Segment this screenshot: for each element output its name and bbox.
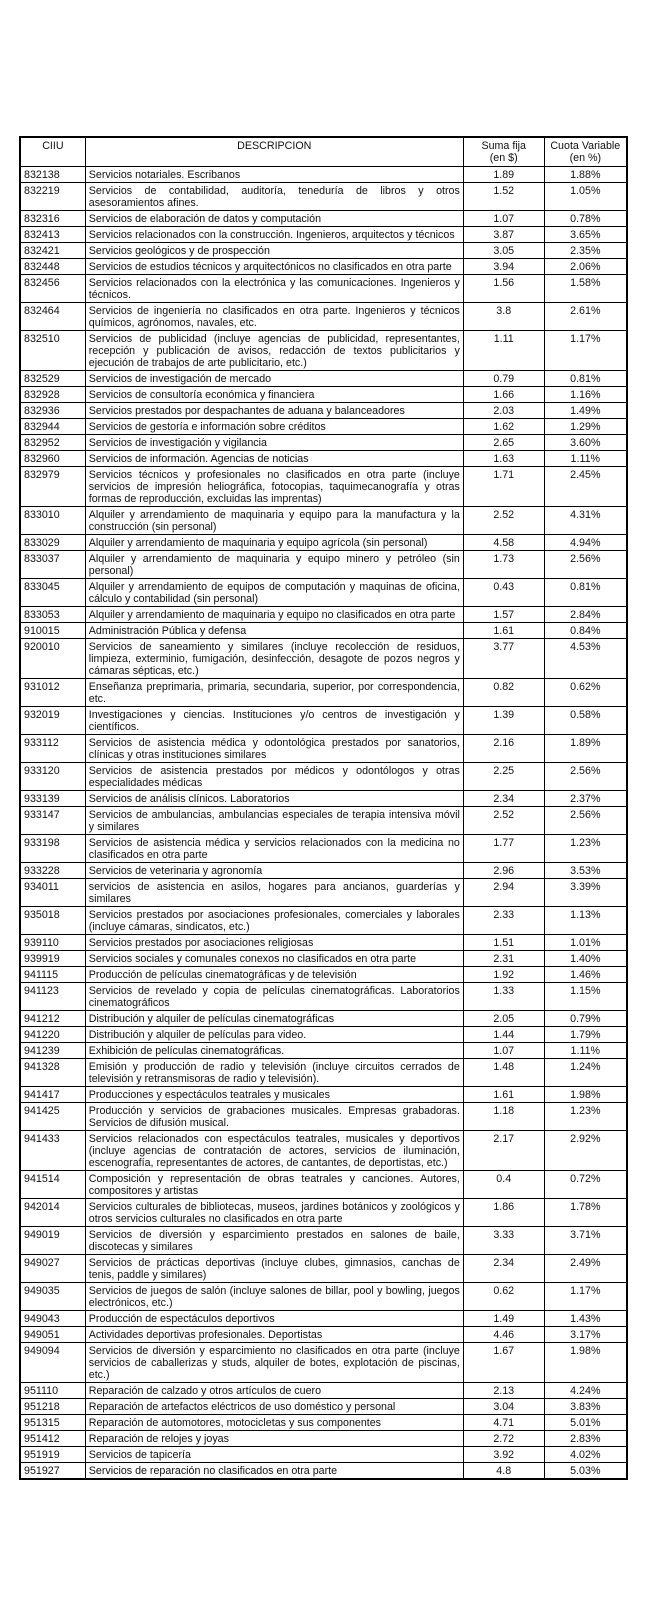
cell-suma-fija: 1.52 bbox=[463, 183, 544, 211]
table-row bbox=[20, 1043, 627, 1059]
cell-ciiu: 832944 bbox=[20, 419, 85, 435]
table-row bbox=[20, 907, 627, 935]
cell-ciiu: 949094 bbox=[20, 1343, 85, 1383]
cell-ciiu: 933147 bbox=[20, 807, 85, 835]
cell-cuota-variable: 1.11% bbox=[544, 1043, 627, 1059]
table-row bbox=[20, 1011, 627, 1027]
cell-suma-fija: 1.07 bbox=[463, 211, 544, 227]
cell-descripcion: Alquiler y arrendamiento de maquinaria y equipo para la manufactura y la construcción (sin personal) bbox=[85, 507, 463, 535]
cell-ciiu: 935018 bbox=[20, 907, 85, 935]
cell-descripcion: Servicios de contabilidad, auditoría, teneduría de libros y otros asesoramientos afines. bbox=[85, 183, 463, 211]
cell-suma-fija: 1.48 bbox=[463, 1059, 544, 1087]
cell-cuota-variable: 1.88% bbox=[544, 167, 627, 183]
cell-suma-fija: 3.33 bbox=[463, 1227, 544, 1255]
cell-cuota-variable: 2.61% bbox=[544, 303, 627, 331]
table-row bbox=[20, 1415, 627, 1431]
cell-descripcion: Servicios de reparación no clasificados en otra parte bbox=[85, 1463, 463, 1480]
cell-descripcion: Servicios prestados por despachantes de aduana y balanceadores bbox=[85, 403, 463, 419]
cell-ciiu: 833037 bbox=[20, 551, 85, 579]
cell-suma-fija: 2.05 bbox=[463, 1011, 544, 1027]
table-row bbox=[20, 451, 627, 467]
cell-descripcion: Alquiler y arrendamiento de maquinaria y equipo agrícola (sin personal) bbox=[85, 535, 463, 551]
cell-cuota-variable: 0.58% bbox=[544, 707, 627, 735]
table-row bbox=[20, 835, 627, 863]
cell-ciiu: 910015 bbox=[20, 623, 85, 639]
cell-ciiu: 832464 bbox=[20, 303, 85, 331]
cell-ciiu: 833029 bbox=[20, 535, 85, 551]
cell-ciiu: 951315 bbox=[20, 1415, 85, 1431]
cell-suma-fija: 3.04 bbox=[463, 1399, 544, 1415]
cell-ciiu: 941239 bbox=[20, 1043, 85, 1059]
cell-cuota-variable: 1.17% bbox=[544, 331, 627, 371]
table-row bbox=[20, 735, 627, 763]
cell-descripcion: Servicios sociales y comunales conexos no clasificados en otra parte bbox=[85, 951, 463, 967]
cell-suma-fija: 2.03 bbox=[463, 403, 544, 419]
cell-cuota-variable: 2.84% bbox=[544, 607, 627, 623]
table-row bbox=[20, 403, 627, 419]
cell-ciiu: 941220 bbox=[20, 1027, 85, 1043]
cell-ciiu: 833045 bbox=[20, 579, 85, 607]
cell-ciiu: 832316 bbox=[20, 211, 85, 227]
cell-cuota-variable: 0.78% bbox=[544, 211, 627, 227]
cell-descripcion: Servicios de diversión y esparcimiento no clasificados en otra parte (incluye servicios de caballerizas y studs, alquiler de botes, explotación de piscinas, etc.) bbox=[85, 1343, 463, 1383]
cell-descripcion: Distribución y alquiler de películas para video. bbox=[85, 1027, 463, 1043]
cell-suma-fija: 2.31 bbox=[463, 951, 544, 967]
cell-descripcion: Servicios de saneamiento y similares (incluye recolección de residuos, limpieza, exterminio, fumigación, desinfección, desagote de pozos negros y cámaras sépticas, etc.) bbox=[85, 639, 463, 679]
rates-table bbox=[19, 136, 628, 1480]
cell-descripcion: Distribución y alquiler de películas cinematográficas bbox=[85, 1011, 463, 1027]
cell-cuota-variable: 1.23% bbox=[544, 1103, 627, 1131]
cell-descripcion: Servicios culturales de bibliotecas, museos, jardines botánicos y zoológicos y otros servicios culturales no clasificados en otra parte bbox=[85, 1199, 463, 1227]
cell-cuota-variable: 1.79% bbox=[544, 1027, 627, 1043]
cell-suma-fija: 1.66 bbox=[463, 387, 544, 403]
table-row bbox=[20, 331, 627, 371]
cell-ciiu: 951412 bbox=[20, 1431, 85, 1447]
cell-ciiu: 939919 bbox=[20, 951, 85, 967]
cell-suma-fija: 3.94 bbox=[463, 259, 544, 275]
cell-ciiu: 933112 bbox=[20, 735, 85, 763]
header-suma-fija: Suma fija (en $) bbox=[463, 137, 544, 167]
cell-cuota-variable: 1.46% bbox=[544, 967, 627, 983]
cell-suma-fija: 4.71 bbox=[463, 1415, 544, 1431]
cell-suma-fija: 2.96 bbox=[463, 863, 544, 879]
table-row bbox=[20, 211, 627, 227]
cell-descripcion: Servicios de elaboración de datos y computación bbox=[85, 211, 463, 227]
cell-ciiu: 941514 bbox=[20, 1171, 85, 1199]
cell-suma-fija: 2.34 bbox=[463, 1255, 544, 1283]
table-row bbox=[20, 1447, 627, 1463]
table-row bbox=[20, 707, 627, 735]
cell-cuota-variable: 3.65% bbox=[544, 227, 627, 243]
cell-cuota-variable: 0.62% bbox=[544, 679, 627, 707]
cell-cuota-variable: 4.02% bbox=[544, 1447, 627, 1463]
table-row bbox=[20, 467, 627, 507]
cell-suma-fija: 1.49 bbox=[463, 1311, 544, 1327]
table-row bbox=[20, 275, 627, 303]
cell-suma-fija: 0.62 bbox=[463, 1283, 544, 1311]
cell-descripcion: Reparación de artefactos eléctricos de uso doméstico y personal bbox=[85, 1399, 463, 1415]
cell-suma-fija: 1.44 bbox=[463, 1027, 544, 1043]
table-row bbox=[20, 863, 627, 879]
cell-cuota-variable: 1.49% bbox=[544, 403, 627, 419]
cell-ciiu: 832928 bbox=[20, 387, 85, 403]
cell-descripcion: Servicios de prácticas deportivas (incluye clubes, gimnasios, canchas de tenis, paddle y similares) bbox=[85, 1255, 463, 1283]
cell-cuota-variable: 2.83% bbox=[544, 1431, 627, 1447]
cell-suma-fija: 2.25 bbox=[463, 763, 544, 791]
cell-descripcion: Reparación de relojes y joyas bbox=[85, 1431, 463, 1447]
cell-cuota-variable: 1.24% bbox=[544, 1059, 627, 1087]
cell-suma-fija: 0.82 bbox=[463, 679, 544, 707]
cell-suma-fija: 3.8 bbox=[463, 303, 544, 331]
cell-suma-fija: 3.87 bbox=[463, 227, 544, 243]
cell-suma-fija: 2.13 bbox=[463, 1383, 544, 1399]
cell-cuota-variable: 3.60% bbox=[544, 435, 627, 451]
cell-descripcion: Servicios de gestoría e información sobre créditos bbox=[85, 419, 463, 435]
cell-ciiu: 941417 bbox=[20, 1087, 85, 1103]
header-ciiu: CIIU bbox=[20, 137, 85, 167]
cell-ciiu: 832456 bbox=[20, 275, 85, 303]
cell-ciiu: 941328 bbox=[20, 1059, 85, 1087]
table-row bbox=[20, 1463, 627, 1480]
cell-suma-fija: 1.61 bbox=[463, 1087, 544, 1103]
table-row bbox=[20, 243, 627, 259]
cell-ciiu: 832979 bbox=[20, 467, 85, 507]
cell-suma-fija: 1.71 bbox=[463, 467, 544, 507]
cell-suma-fija: 1.11 bbox=[463, 331, 544, 371]
cell-ciiu: 949019 bbox=[20, 1227, 85, 1255]
cell-ciiu: 951218 bbox=[20, 1399, 85, 1415]
cell-ciiu: 949035 bbox=[20, 1283, 85, 1311]
cell-descripcion: Servicios de asistencia médica y servicios relacionados con la medicina no clasificados en otra parte bbox=[85, 835, 463, 863]
cell-descripcion: Administración Pública y defensa bbox=[85, 623, 463, 639]
table-row bbox=[20, 879, 627, 907]
table-row bbox=[20, 791, 627, 807]
cell-ciiu: 832510 bbox=[20, 331, 85, 371]
cell-descripcion: Producciones y espectáculos teatrales y musicales bbox=[85, 1087, 463, 1103]
cell-cuota-variable: 0.81% bbox=[544, 371, 627, 387]
cell-suma-fija: 1.33 bbox=[463, 983, 544, 1011]
table-row bbox=[20, 935, 627, 951]
table-row bbox=[20, 983, 627, 1011]
header-descripcion: DESCRIPCION bbox=[85, 137, 463, 167]
cell-descripcion: servicios de asistencia en asilos, hogares para ancianos, guarderías y similares bbox=[85, 879, 463, 907]
cell-descripcion: Servicios de información. Agencias de noticias bbox=[85, 451, 463, 467]
cell-descripcion: Actividades deportivas profesionales. Deportistas bbox=[85, 1327, 463, 1343]
cell-suma-fija: 2.33 bbox=[463, 907, 544, 935]
cell-cuota-variable: 1.58% bbox=[544, 275, 627, 303]
cell-cuota-variable: 3.83% bbox=[544, 1399, 627, 1415]
table-row bbox=[20, 371, 627, 387]
cell-ciiu: 949027 bbox=[20, 1255, 85, 1283]
cell-cuota-variable: 0.81% bbox=[544, 579, 627, 607]
cell-descripcion: Reparación de automotores, motocicletas y sus componentes bbox=[85, 1415, 463, 1431]
cell-ciiu: 933198 bbox=[20, 835, 85, 863]
cell-ciiu: 934011 bbox=[20, 879, 85, 907]
table-row bbox=[20, 579, 627, 607]
cell-suma-fija: 1.67 bbox=[463, 1343, 544, 1383]
cell-descripcion: Servicios geológicos y de prospección bbox=[85, 243, 463, 259]
cell-ciiu: 832952 bbox=[20, 435, 85, 451]
cell-descripcion: Servicios de asistencia prestados por médicos y odontólogos y otras especialidades médicas bbox=[85, 763, 463, 791]
cell-ciiu: 951927 bbox=[20, 1463, 85, 1480]
cell-ciiu: 832960 bbox=[20, 451, 85, 467]
cell-ciiu: 832448 bbox=[20, 259, 85, 275]
table-row bbox=[20, 607, 627, 623]
table-row bbox=[20, 227, 627, 243]
table-row bbox=[20, 623, 627, 639]
cell-suma-fija: 2.52 bbox=[463, 507, 544, 535]
cell-suma-fija: 3.92 bbox=[463, 1447, 544, 1463]
cell-suma-fija: 2.65 bbox=[463, 435, 544, 451]
cell-suma-fija: 1.73 bbox=[463, 551, 544, 579]
cell-suma-fija: 2.16 bbox=[463, 735, 544, 763]
table-row bbox=[20, 1059, 627, 1087]
cell-suma-fija: 1.07 bbox=[463, 1043, 544, 1059]
cell-descripcion: Servicios prestados por asociaciones profesionales, comerciales y laborales (incluye cámaras, sindicatos, etc.) bbox=[85, 907, 463, 935]
cell-cuota-variable: 4.31% bbox=[544, 507, 627, 535]
cell-cuota-variable: 0.72% bbox=[544, 1171, 627, 1199]
cell-cuota-variable: 1.89% bbox=[544, 735, 627, 763]
cell-suma-fija: 1.39 bbox=[463, 707, 544, 735]
cell-suma-fija: 1.86 bbox=[463, 1199, 544, 1227]
cell-ciiu: 941123 bbox=[20, 983, 85, 1011]
cell-descripcion: Alquiler y arrendamiento de maquinaria y equipo no clasificados en otra parte bbox=[85, 607, 463, 623]
header-cuota-variable: Cuota Variable (en %) bbox=[544, 137, 627, 167]
cell-suma-fija: 1.62 bbox=[463, 419, 544, 435]
cell-cuota-variable: 1.16% bbox=[544, 387, 627, 403]
cell-descripcion: Emisión y producción de radio y televisión (incluye circuitos cerrados de televisión y retransmisoras de radio y televisión). bbox=[85, 1059, 463, 1087]
cell-ciiu: 933120 bbox=[20, 763, 85, 791]
cell-cuota-variable: 0.79% bbox=[544, 1011, 627, 1027]
table-row bbox=[20, 507, 627, 535]
cell-ciiu: 949043 bbox=[20, 1311, 85, 1327]
cell-ciiu: 920010 bbox=[20, 639, 85, 679]
cell-descripcion: Servicios de investigación de mercado bbox=[85, 371, 463, 387]
table-row bbox=[20, 1283, 627, 1311]
cell-descripcion: Servicios de diversión y esparcimiento prestados en salones de baile, discotecas y similares bbox=[85, 1227, 463, 1255]
cell-ciiu: 832936 bbox=[20, 403, 85, 419]
table-row bbox=[20, 435, 627, 451]
cell-descripcion: Exhibición de películas cinematográficas. bbox=[85, 1043, 463, 1059]
table-row bbox=[20, 259, 627, 275]
cell-suma-fija: 2.17 bbox=[463, 1131, 544, 1171]
cell-cuota-variable: 4.53% bbox=[544, 639, 627, 679]
cell-descripcion: Servicios de ambulancias, ambulancias especiales de terapia intensiva móvil y similares bbox=[85, 807, 463, 835]
cell-cuota-variable: 2.37% bbox=[544, 791, 627, 807]
table-row bbox=[20, 679, 627, 707]
cell-suma-fija: 2.72 bbox=[463, 1431, 544, 1447]
cell-descripcion: Servicios de asistencia médica y odontológica prestados por sanatorios, clínicas y otras instituciones similares bbox=[85, 735, 463, 763]
cell-descripcion: Producción de películas cinematográficas y de televisión bbox=[85, 967, 463, 983]
cell-cuota-variable: 1.40% bbox=[544, 951, 627, 967]
cell-cuota-variable: 1.11% bbox=[544, 451, 627, 467]
cell-descripcion: Servicios de revelado y copia de películas cinematográficas. Laboratorios cinematográficos bbox=[85, 983, 463, 1011]
cell-descripcion: Servicios técnicos y profesionales no clasificados en otra parte (incluye servicios de impresión heliográfica, fotocopias, taquimecanografía y otras formas de reproducción, excluidas las imprentas) bbox=[85, 467, 463, 507]
cell-suma-fija: 0.43 bbox=[463, 579, 544, 607]
cell-cuota-variable: 5.01% bbox=[544, 1415, 627, 1431]
cell-ciiu: 832138 bbox=[20, 167, 85, 183]
cell-ciiu: 832421 bbox=[20, 243, 85, 259]
cell-descripcion: Servicios de ingeniería no clasificados en otra parte. Ingenieros y técnicos químicos, agrónomos, navales, etc. bbox=[85, 303, 463, 331]
cell-cuota-variable: 1.05% bbox=[544, 183, 627, 211]
table-row bbox=[20, 1227, 627, 1255]
cell-ciiu: 932019 bbox=[20, 707, 85, 735]
cell-descripcion: Servicios relacionados con la construcción. Ingenieros, arquitectos y técnicos bbox=[85, 227, 463, 243]
cell-suma-fija: 1.51 bbox=[463, 935, 544, 951]
cell-ciiu: 951919 bbox=[20, 1447, 85, 1463]
cell-ciiu: 949051 bbox=[20, 1327, 85, 1343]
cell-suma-fija: 2.94 bbox=[463, 879, 544, 907]
table-row bbox=[20, 1131, 627, 1171]
cell-descripcion: Alquiler y arrendamiento de maquinaria y equipo minero y petróleo (sin personal) bbox=[85, 551, 463, 579]
cell-suma-fija: 1.92 bbox=[463, 967, 544, 983]
table-row bbox=[20, 167, 627, 183]
cell-cuota-variable: 4.94% bbox=[544, 535, 627, 551]
table-row bbox=[20, 1327, 627, 1343]
cell-ciiu: 939110 bbox=[20, 935, 85, 951]
cell-descripcion: Composición y representación de obras teatrales y canciones. Autores, compositores y artistas bbox=[85, 1171, 463, 1199]
cell-descripcion: Alquiler y arrendamiento de equipos de computación y maquinas de oficina, cálculo y contabilidad (sin personal) bbox=[85, 579, 463, 607]
cell-cuota-variable: 1.98% bbox=[544, 1087, 627, 1103]
cell-suma-fija: 1.56 bbox=[463, 275, 544, 303]
cell-suma-fija: 1.18 bbox=[463, 1103, 544, 1131]
cell-cuota-variable: 5.03% bbox=[544, 1463, 627, 1480]
cell-descripcion: Reparación de calzado y otros artículos de cuero bbox=[85, 1383, 463, 1399]
cell-suma-fija: 0.4 bbox=[463, 1171, 544, 1199]
cell-cuota-variable: 1.78% bbox=[544, 1199, 627, 1227]
cell-descripcion: Servicios notariales. Escribanos bbox=[85, 167, 463, 183]
cell-cuota-variable: 1.98% bbox=[544, 1343, 627, 1383]
cell-suma-fija: 1.77 bbox=[463, 835, 544, 863]
table-row bbox=[20, 1199, 627, 1227]
cell-cuota-variable: 3.17% bbox=[544, 1327, 627, 1343]
cell-cuota-variable: 2.56% bbox=[544, 551, 627, 579]
cell-cuota-variable: 2.49% bbox=[544, 1255, 627, 1283]
table-row bbox=[20, 1171, 627, 1199]
cell-ciiu: 941115 bbox=[20, 967, 85, 983]
cell-ciiu: 941212 bbox=[20, 1011, 85, 1027]
cell-suma-fija: 1.61 bbox=[463, 623, 544, 639]
table-row bbox=[20, 183, 627, 211]
cell-cuota-variable: 2.06% bbox=[544, 259, 627, 275]
cell-ciiu: 933139 bbox=[20, 791, 85, 807]
table-row bbox=[20, 1027, 627, 1043]
cell-cuota-variable: 0.84% bbox=[544, 623, 627, 639]
cell-cuota-variable: 1.01% bbox=[544, 935, 627, 951]
cell-descripcion: Servicios relacionados con la electrónica y las comunicaciones. Ingenieros y técnicos. bbox=[85, 275, 463, 303]
cell-cuota-variable: 1.29% bbox=[544, 419, 627, 435]
cell-cuota-variable: 3.39% bbox=[544, 879, 627, 907]
table-row bbox=[20, 1343, 627, 1383]
table-row bbox=[20, 951, 627, 967]
table-row bbox=[20, 1383, 627, 1399]
cell-ciiu: 933228 bbox=[20, 863, 85, 879]
cell-descripcion: Servicios de tapicería bbox=[85, 1447, 463, 1463]
cell-ciiu: 942014 bbox=[20, 1199, 85, 1227]
cell-descripcion: Servicios de investigación y vigilancia bbox=[85, 435, 463, 451]
cell-suma-fija: 4.58 bbox=[463, 535, 544, 551]
table-row bbox=[20, 1431, 627, 1447]
cell-descripcion: Investigaciones y ciencias. Instituciones y/o centros de investigación y científicos. bbox=[85, 707, 463, 735]
table-row bbox=[20, 535, 627, 551]
cell-descripcion: Servicios de veterinaria y agronomía bbox=[85, 863, 463, 879]
cell-cuota-variable: 2.35% bbox=[544, 243, 627, 259]
cell-descripcion: Servicios de publicidad (incluye agencias de publicidad, representantes, recepción y publicación de avisos, redacción de textos publicitarios y ejecución de trabajos de arte publicitario, etc.) bbox=[85, 331, 463, 371]
cell-ciiu: 951110 bbox=[20, 1383, 85, 1399]
cell-cuota-variable: 2.56% bbox=[544, 807, 627, 835]
table-row bbox=[20, 1103, 627, 1131]
cell-cuota-variable: 2.56% bbox=[544, 763, 627, 791]
cell-descripcion: Servicios de consultoría económica y financiera bbox=[85, 387, 463, 403]
table-row bbox=[20, 1087, 627, 1103]
cell-ciiu: 832529 bbox=[20, 371, 85, 387]
cell-suma-fija: 2.34 bbox=[463, 791, 544, 807]
table-row bbox=[20, 1399, 627, 1415]
table-row bbox=[20, 763, 627, 791]
cell-cuota-variable: 2.45% bbox=[544, 467, 627, 507]
cell-ciiu: 833053 bbox=[20, 607, 85, 623]
table-row bbox=[20, 967, 627, 983]
cell-cuota-variable: 3.71% bbox=[544, 1227, 627, 1255]
table-row bbox=[20, 387, 627, 403]
cell-ciiu: 941433 bbox=[20, 1131, 85, 1171]
table-row bbox=[20, 1255, 627, 1283]
cell-suma-fija: 3.77 bbox=[463, 639, 544, 679]
cell-ciiu: 941425 bbox=[20, 1103, 85, 1131]
cell-cuota-variable: 1.13% bbox=[544, 907, 627, 935]
cell-ciiu: 833010 bbox=[20, 507, 85, 535]
cell-ciiu: 931012 bbox=[20, 679, 85, 707]
cell-suma-fija: 1.63 bbox=[463, 451, 544, 467]
cell-suma-fija: 4.46 bbox=[463, 1327, 544, 1343]
cell-suma-fija: 0.79 bbox=[463, 371, 544, 387]
cell-descripcion: Servicios de estudios técnicos y arquitectónicos no clasificados en otra parte bbox=[85, 259, 463, 275]
cell-suma-fija: 1.89 bbox=[463, 167, 544, 183]
cell-suma-fija: 2.52 bbox=[463, 807, 544, 835]
cell-descripcion: Producción y servicios de grabaciones musicales. Empresas grabadoras. Servicios de difusión musical. bbox=[85, 1103, 463, 1131]
cell-cuota-variable: 1.17% bbox=[544, 1283, 627, 1311]
table-row bbox=[20, 639, 627, 679]
cell-descripcion: Servicios de análisis clínicos. Laboratorios bbox=[85, 791, 463, 807]
cell-suma-fija: 3.05 bbox=[463, 243, 544, 259]
cell-suma-fija: 1.57 bbox=[463, 607, 544, 623]
cell-descripcion: Servicios prestados por asociaciones religiosas bbox=[85, 935, 463, 951]
cell-descripcion: Servicios relacionados con espectáculos teatrales, musicales y deportivos (incluye agencias de contratación de actores, servicios de iluminación, escenografía, representantes de actores, de cantantes, de deportistas, etc.) bbox=[85, 1131, 463, 1171]
cell-cuota-variable: 1.15% bbox=[544, 983, 627, 1011]
cell-cuota-variable: 3.53% bbox=[544, 863, 627, 879]
cell-ciiu: 832219 bbox=[20, 183, 85, 211]
cell-cuota-variable: 1.23% bbox=[544, 835, 627, 863]
table-row bbox=[20, 1311, 627, 1327]
table-row bbox=[20, 419, 627, 435]
cell-cuota-variable: 2.92% bbox=[544, 1131, 627, 1171]
cell-descripcion: Producción de espectáculos deportivos bbox=[85, 1311, 463, 1327]
cell-descripcion: Enseñanza preprimaria, primaria, secundaria, superior, por correspondencia, etc. bbox=[85, 679, 463, 707]
cell-descripcion: Servicios de juegos de salón (incluye salones de billar, pool y bowling, juegos electrónicos, etc.) bbox=[85, 1283, 463, 1311]
cell-ciiu: 832413 bbox=[20, 227, 85, 243]
cell-cuota-variable: 4.24% bbox=[544, 1383, 627, 1399]
table-row bbox=[20, 807, 627, 835]
table-row bbox=[20, 303, 627, 331]
cell-cuota-variable: 1.43% bbox=[544, 1311, 627, 1327]
table-row bbox=[20, 551, 627, 579]
table-header-row bbox=[20, 137, 627, 167]
cell-suma-fija: 4.8 bbox=[463, 1463, 544, 1480]
